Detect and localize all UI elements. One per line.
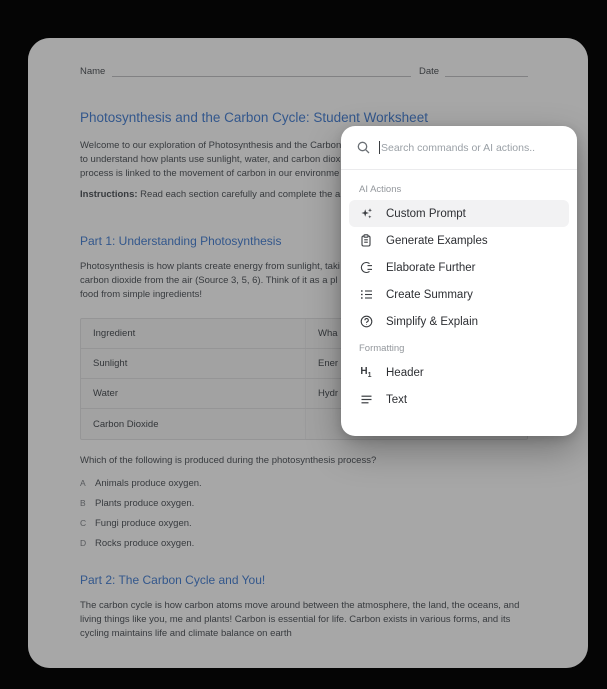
instructions-text: Read each section carefully and complete the a bbox=[137, 189, 341, 200]
table-cell: Hydr bbox=[318, 388, 339, 399]
menu-item-label: Generate Examples bbox=[386, 234, 488, 247]
command-menu bbox=[341, 170, 577, 421]
section-label-ai-actions: AI Actions bbox=[359, 184, 402, 195]
paragraph-line: The carbon cycle is how carbon atoms move around between the atmosphere, the land, the oceans, and bbox=[80, 600, 520, 611]
table-cell: Wha bbox=[318, 328, 338, 339]
search-icon bbox=[357, 141, 370, 154]
paragraph-line: Photosynthesis is how plants create energy from sunlight, taki bbox=[80, 261, 340, 272]
help-circle-icon bbox=[359, 315, 373, 328]
menu-item-label: Create Summary bbox=[386, 288, 473, 301]
instructions-label: Instructions: bbox=[80, 189, 138, 200]
menu-item-label: Header bbox=[386, 366, 424, 379]
menu-item-simplify-explain[interactable] bbox=[349, 308, 569, 335]
paragraph-line: living things like you, me and plants! Carbon is essential for life. Carbon exists in various forms, and its bbox=[80, 614, 511, 625]
paragraph-line: cycling maintains life and climate balance on earth bbox=[80, 628, 292, 639]
menu-item-header[interactable] bbox=[349, 359, 569, 386]
paragraph-line: food from simple ingredients! bbox=[80, 289, 202, 300]
menu-item-label: Simplify & Explain bbox=[386, 315, 479, 328]
search-input[interactable] bbox=[341, 126, 577, 170]
paragraph-line: carbon dioxide from the air (Source 3, 5, 6). Think of it as a pl bbox=[80, 275, 338, 286]
table-cell: Water bbox=[81, 379, 306, 408]
option-text: Animals produce oxygen. bbox=[95, 478, 202, 489]
option-text: Rocks produce oxygen. bbox=[95, 538, 195, 549]
ordered-list-icon bbox=[359, 288, 373, 301]
menu-item-label: Elaborate Further bbox=[386, 261, 476, 274]
paragraph-line: process is linked to the movement of carbon in our environme bbox=[80, 168, 340, 179]
h1-icon: $H_1$ bbox=[360, 365, 372, 379]
option-text: Plants produce oxygen. bbox=[95, 498, 195, 509]
menu-item-custom-prompt[interactable] bbox=[349, 200, 569, 227]
search-placeholder: Search commands or AI actions.. bbox=[381, 141, 536, 154]
option-letter: D bbox=[80, 538, 87, 548]
table-cell: Ener bbox=[318, 358, 339, 369]
worksheet-window bbox=[28, 38, 588, 668]
name-label: Name bbox=[80, 66, 106, 77]
worksheet-title: Photosynthesis and the Carbon Cycle: Student Worksheet bbox=[80, 110, 428, 125]
menu-item-generate-examples[interactable] bbox=[349, 227, 569, 254]
paragraph-line: Welcome to our exploration of Photosynthesis and the Carbon bbox=[80, 140, 342, 151]
table-cell: Carbon Dioxide bbox=[81, 409, 306, 439]
menu-item-create-summary[interactable] bbox=[349, 281, 569, 308]
menu-item-label: Custom Prompt bbox=[386, 207, 466, 220]
sparkles-icon bbox=[359, 207, 373, 220]
text-lines-icon bbox=[359, 393, 373, 406]
text-caret bbox=[379, 141, 380, 154]
option-letter: A bbox=[80, 478, 86, 488]
paragraph-line: to understand how plants use sunlight, water, and carbon diox bbox=[80, 154, 341, 165]
clipboard-icon bbox=[359, 234, 373, 247]
table-cell: Ingredient bbox=[81, 319, 306, 348]
part1-heading: Part 1: Understanding Photosynthesis bbox=[80, 234, 282, 248]
option-text: Fungi produce oxygen. bbox=[95, 518, 192, 529]
section-label-formatting: Formatting bbox=[359, 343, 405, 354]
part2-heading: Part 2: The Carbon Cycle and You! bbox=[80, 573, 266, 587]
table-cell: Sunlight bbox=[81, 349, 306, 378]
option-letter: C bbox=[80, 518, 87, 528]
menu-item-text[interactable] bbox=[349, 386, 569, 413]
expand-text-icon bbox=[359, 261, 373, 274]
menu-item-label: Text bbox=[386, 393, 408, 406]
option-letter: B bbox=[80, 498, 86, 508]
date-label: Date bbox=[419, 66, 440, 77]
menu-item-elaborate-further[interactable] bbox=[349, 254, 569, 281]
quiz-question: Which of the following is produced during the photosynthesis process? bbox=[80, 455, 377, 466]
ai-command-palette bbox=[341, 126, 577, 436]
